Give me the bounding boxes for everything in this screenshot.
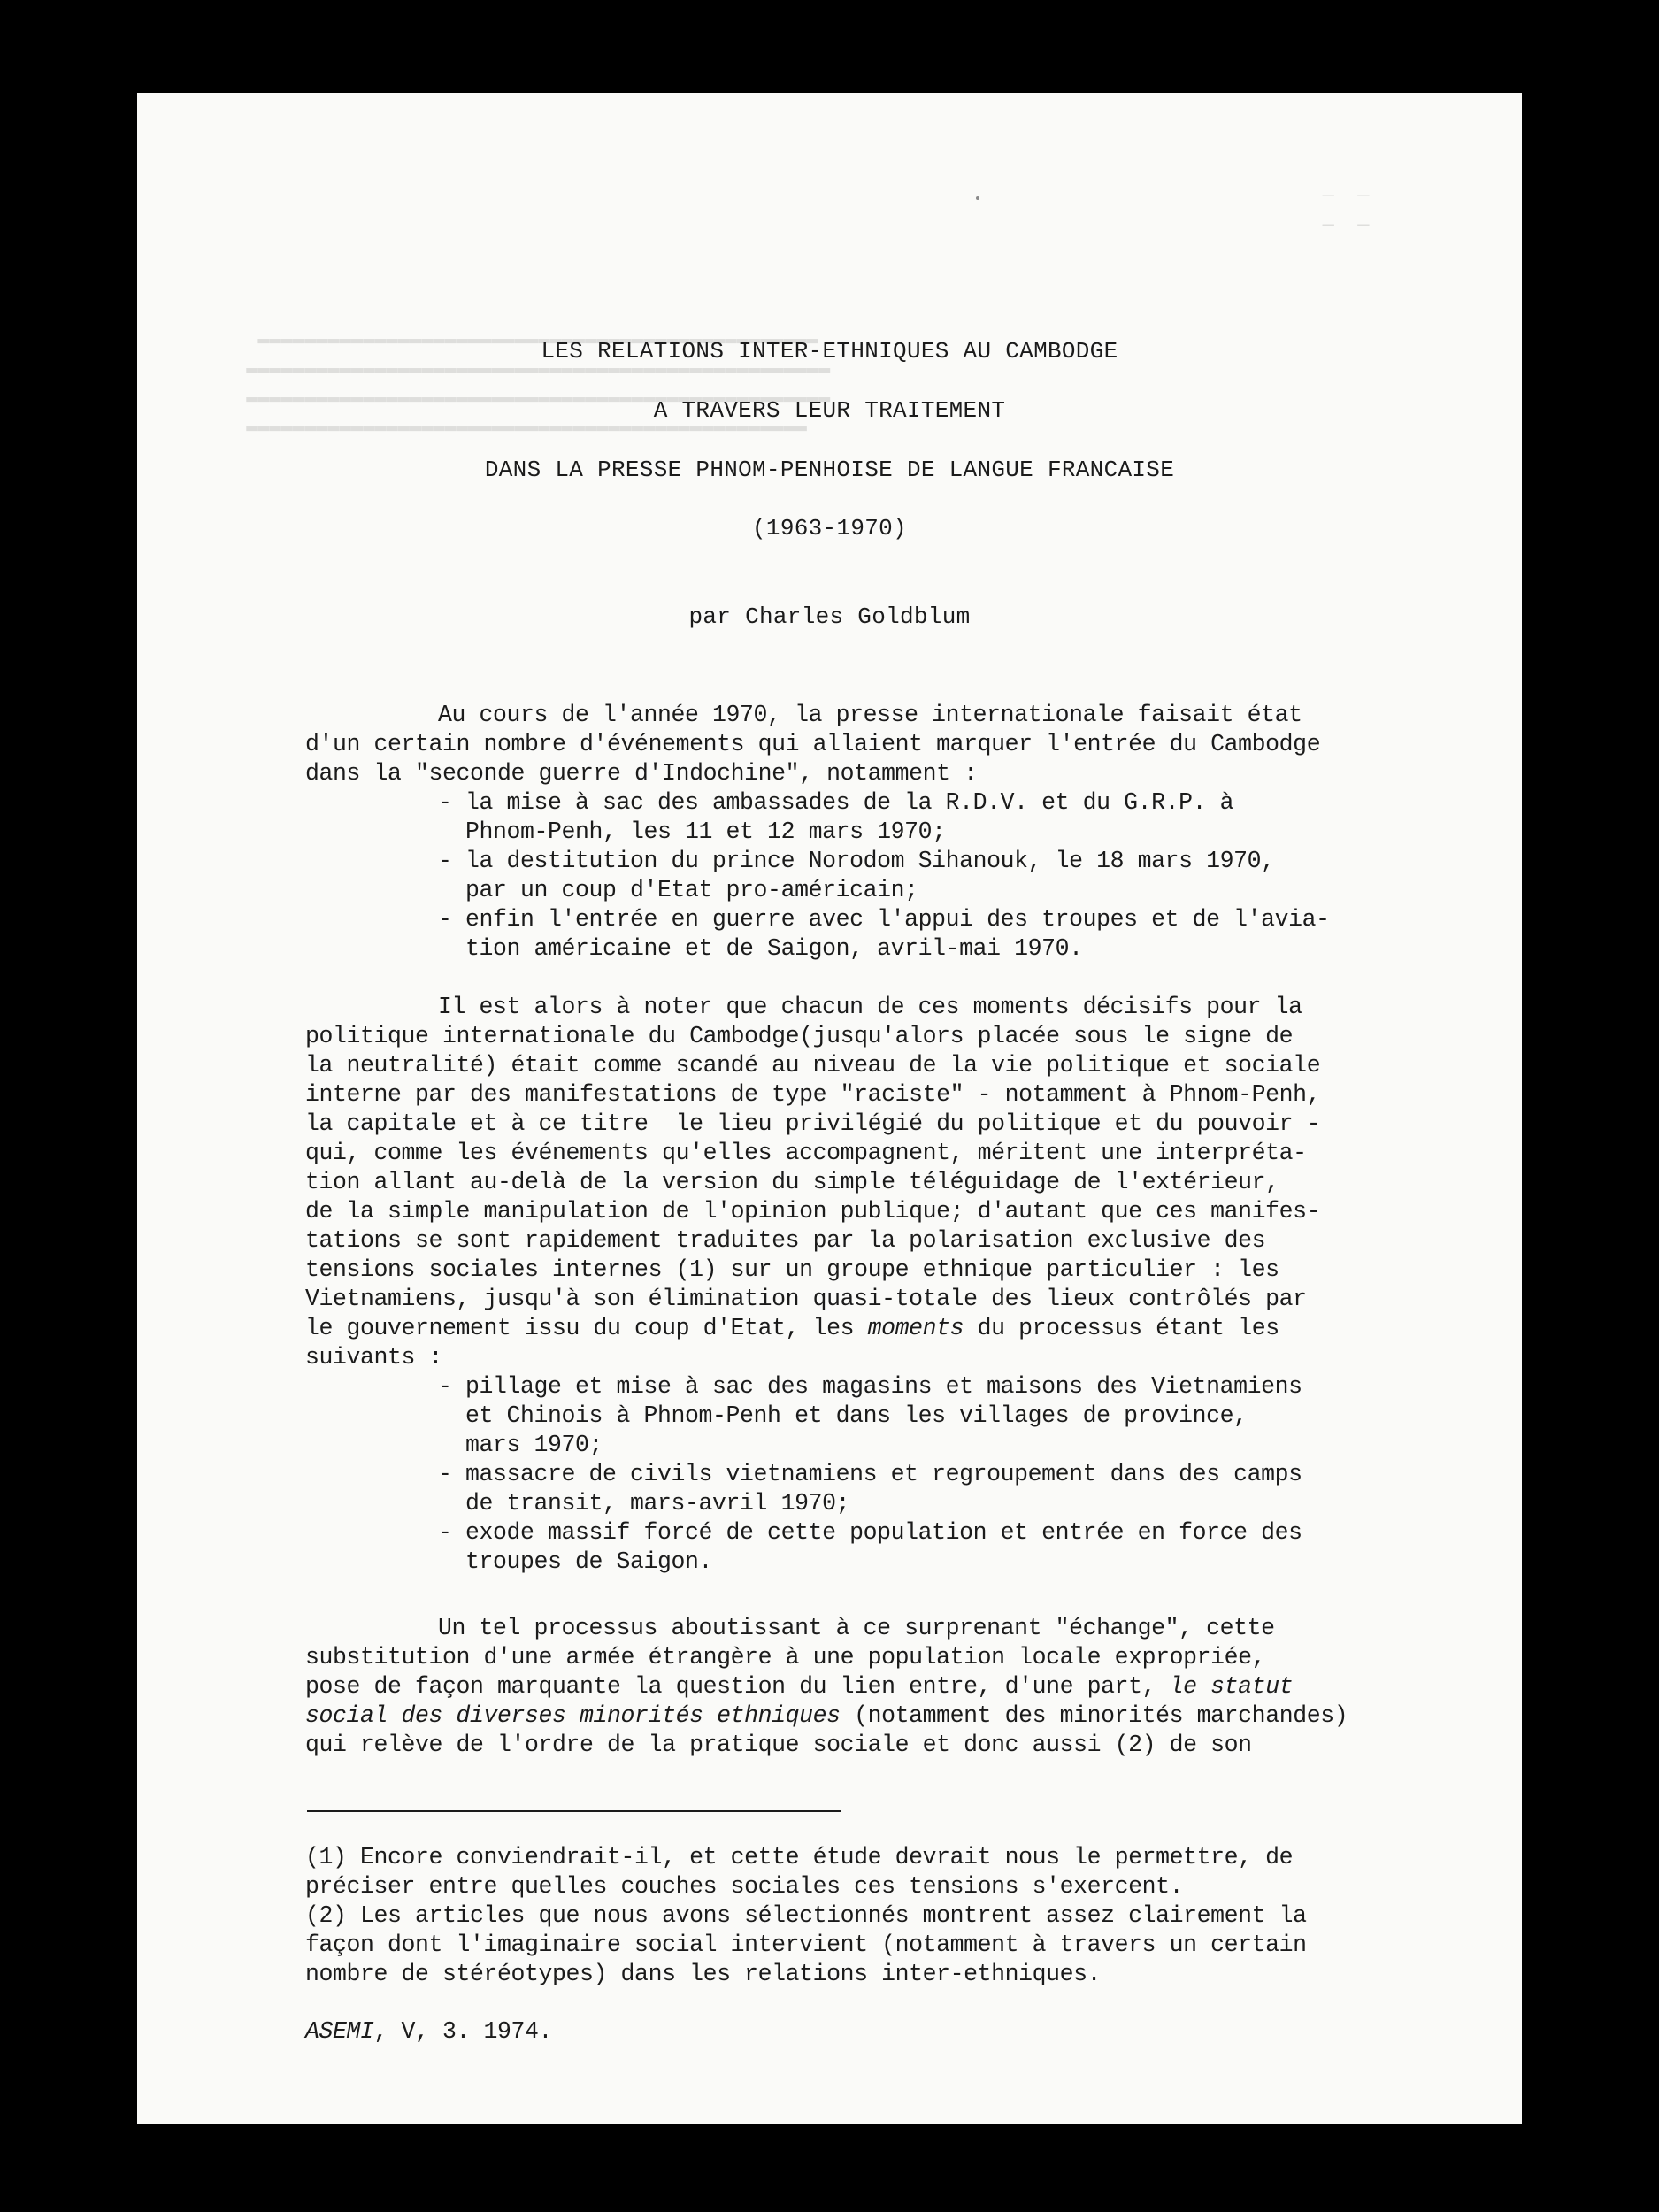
italic-emphasis: social des diverses minorités ethniques bbox=[305, 1702, 841, 1729]
bullet-item: - massacre de civils vietnamiens et regroupement dans des camps bbox=[438, 1461, 1302, 1487]
text-line: tion allant au-delà de la version du simple téléguidage de l'extérieur, bbox=[305, 1169, 1279, 1195]
text-line bbox=[305, 1314, 1279, 1343]
text-line: substitution d'une armée étrangère à une population locale expropriée, bbox=[305, 1644, 1266, 1671]
bullet-item: - enfin l'entrée en guerre avec l'appui des troupes et de l'avia- bbox=[438, 906, 1330, 933]
text-line: Il est alors à noter que chacun de ces moments décisifs pour la bbox=[438, 994, 1302, 1020]
bleed-through-texture: ▬▬▬▬▬▬▬▬▬▬▬▬▬▬▬▬▬▬▬▬▬▬▬▬▬▬▬▬▬▬▬▬▬▬▬▬▬▬▬▬▬▬▬▬▬▬▬▬ ▬▬▬▬▬▬▬▬▬▬▬▬▬▬▬▬▬▬▬▬▬▬▬▬▬▬▬▬▬▬▬▬▬▬▬▬▬▬▬▬▬▬▬▬▬▬▬▬▬▬ ▬▬▬▬▬▬▬▬▬▬▬▬▬▬▬▬▬▬▬▬▬▬▬▬▬▬▬▬▬▬▬▬▬▬▬▬▬▬▬▬▬▬▬▬▬▬▬▬▬▬ ▬▬▬▬▬▬▬▬▬▬▬▬▬▬▬▬▬▬▬▬▬▬▬▬▬▬▬▬▬▬▬▬▬▬▬▬▬▬▬▬▬▬▬▬▬▬▬▬ bbox=[246, 328, 831, 438]
footnote-2-cont: façon dont l'imaginaire social intervient (notamment à travers un certain bbox=[305, 1932, 1307, 1958]
title-line-1: LES RELATIONS INTER-ETHNIQUES AU CAMBODGE bbox=[541, 338, 1118, 365]
text-line: Un tel processus aboutissant à ce surprenant "échange", cette bbox=[438, 1615, 1275, 1641]
footnote-1-cont: préciser entre quelles couches sociales ces tensions s'exercent. bbox=[305, 1873, 1184, 1900]
text-line: la capitale et à ce titre le lieu privilégié du politique et du pouvoir - bbox=[305, 1110, 1321, 1137]
text-line: Vietnamiens, jusqu'à son élimination quasi-totale des lieux contrôlés par bbox=[305, 1286, 1307, 1312]
bullet-item-cont: Phnom-Penh, les 11 et 12 mars 1970; bbox=[438, 818, 946, 845]
text-line: de la simple manipulation de l'opinion publique; d'autant que ces manifes- bbox=[305, 1198, 1321, 1225]
bullet-item-cont: et Chinois à Phnom-Penh et dans les villages de province, bbox=[438, 1402, 1248, 1429]
bleed-through-texture: — — — — bbox=[1322, 185, 1370, 236]
bullet-item: - exode massif forcé de cette population et entrée en force des bbox=[438, 1519, 1302, 1546]
text-span: pose de façon marquante la question du lien entre, d'une part, bbox=[305, 1673, 1170, 1700]
scan-speck bbox=[976, 196, 979, 200]
text-line: Au cours de l'année 1970, la presse internationale faisait état bbox=[438, 702, 1302, 728]
document-page bbox=[137, 93, 1522, 2124]
title-line-2: A TRAVERS LEUR TRAITEMENT bbox=[653, 397, 1006, 424]
bullet-item: - la mise à sac des ambassades de la R.D.V. et du G.R.P. à bbox=[438, 789, 1234, 816]
bullet-item-cont: de transit, mars-avril 1970; bbox=[438, 1490, 850, 1517]
footnote-1: (1) Encore conviendrait-il, et cette étude devrait nous le permettre, de bbox=[305, 1844, 1294, 1870]
author-byline: par Charles Goldblum bbox=[688, 603, 971, 630]
text-line: suivants : bbox=[305, 1344, 443, 1371]
journal-reference: , V, 3. 1974. bbox=[373, 2018, 553, 2045]
footnote-rule bbox=[307, 1810, 841, 1812]
bullet-item: - pillage et mise à sac des magasins et maisons des Vietnamiens bbox=[438, 1373, 1302, 1400]
text-line: la neutralité) était comme scandé au niveau de la vie politique et sociale bbox=[305, 1052, 1321, 1079]
footnote-2: (2) Les articles que nous avons sélectionnés montrent assez clairement la bbox=[305, 1902, 1307, 1929]
text-span: le gouvernement issu du coup d'Etat, les bbox=[305, 1315, 868, 1341]
text-line: politique internationale du Cambodge(jusqu'alors placée sous le signe de bbox=[305, 1023, 1294, 1049]
bullet-item-cont: troupes de Saigon. bbox=[438, 1548, 713, 1575]
text-line bbox=[305, 1672, 1293, 1701]
text-line: interne par des manifestations de type "raciste" - notamment à Phnom-Penh, bbox=[305, 1081, 1321, 1108]
text-span: du processus étant les bbox=[964, 1315, 1279, 1341]
journal-name: ASEMI bbox=[305, 2018, 374, 2045]
italic-emphasis: moments bbox=[867, 1315, 964, 1341]
bullet-item-cont: par un coup d'Etat pro-américain; bbox=[438, 877, 918, 903]
text-line: dans la "seconde guerre d'Indochine", notamment : bbox=[305, 760, 978, 787]
text-line bbox=[305, 1701, 1348, 1731]
title-line-3: DANS LA PRESSE PHNOM-PENHOISE DE LANGUE FRANCAISE bbox=[484, 457, 1175, 483]
text-line: d'un certain nombre d'événements qui allaient marquer l'entrée du Cambodge bbox=[305, 731, 1321, 757]
bullet-item-cont: tion américaine et de Saigon, avril-mai 1970. bbox=[438, 935, 1083, 962]
bullet-item-cont: mars 1970; bbox=[438, 1432, 603, 1458]
text-line: qui relève de l'ordre de la pratique sociale et donc aussi (2) de son bbox=[305, 1732, 1252, 1758]
bullet-item: - la destitution du prince Norodom Sihanouk, le 18 mars 1970, bbox=[438, 848, 1275, 874]
title-years: (1963-1970) bbox=[752, 515, 907, 541]
text-span: (notamment des minorités marchandes) bbox=[840, 1702, 1348, 1729]
footnote-2-cont: nombre de stéréotypes) dans les relations inter-ethniques. bbox=[305, 1961, 1102, 1987]
text-line: tations se sont rapidement traduites par la polarisation exclusive des bbox=[305, 1227, 1266, 1254]
text-line: qui, comme les événements qu'elles accompagnent, méritent une interpréta- bbox=[305, 1140, 1307, 1166]
italic-emphasis: le statut bbox=[1169, 1673, 1294, 1700]
text-line: tensions sociales internes (1) sur un groupe ethnique particulier : les bbox=[305, 1256, 1279, 1283]
journal-citation bbox=[305, 2017, 552, 2047]
